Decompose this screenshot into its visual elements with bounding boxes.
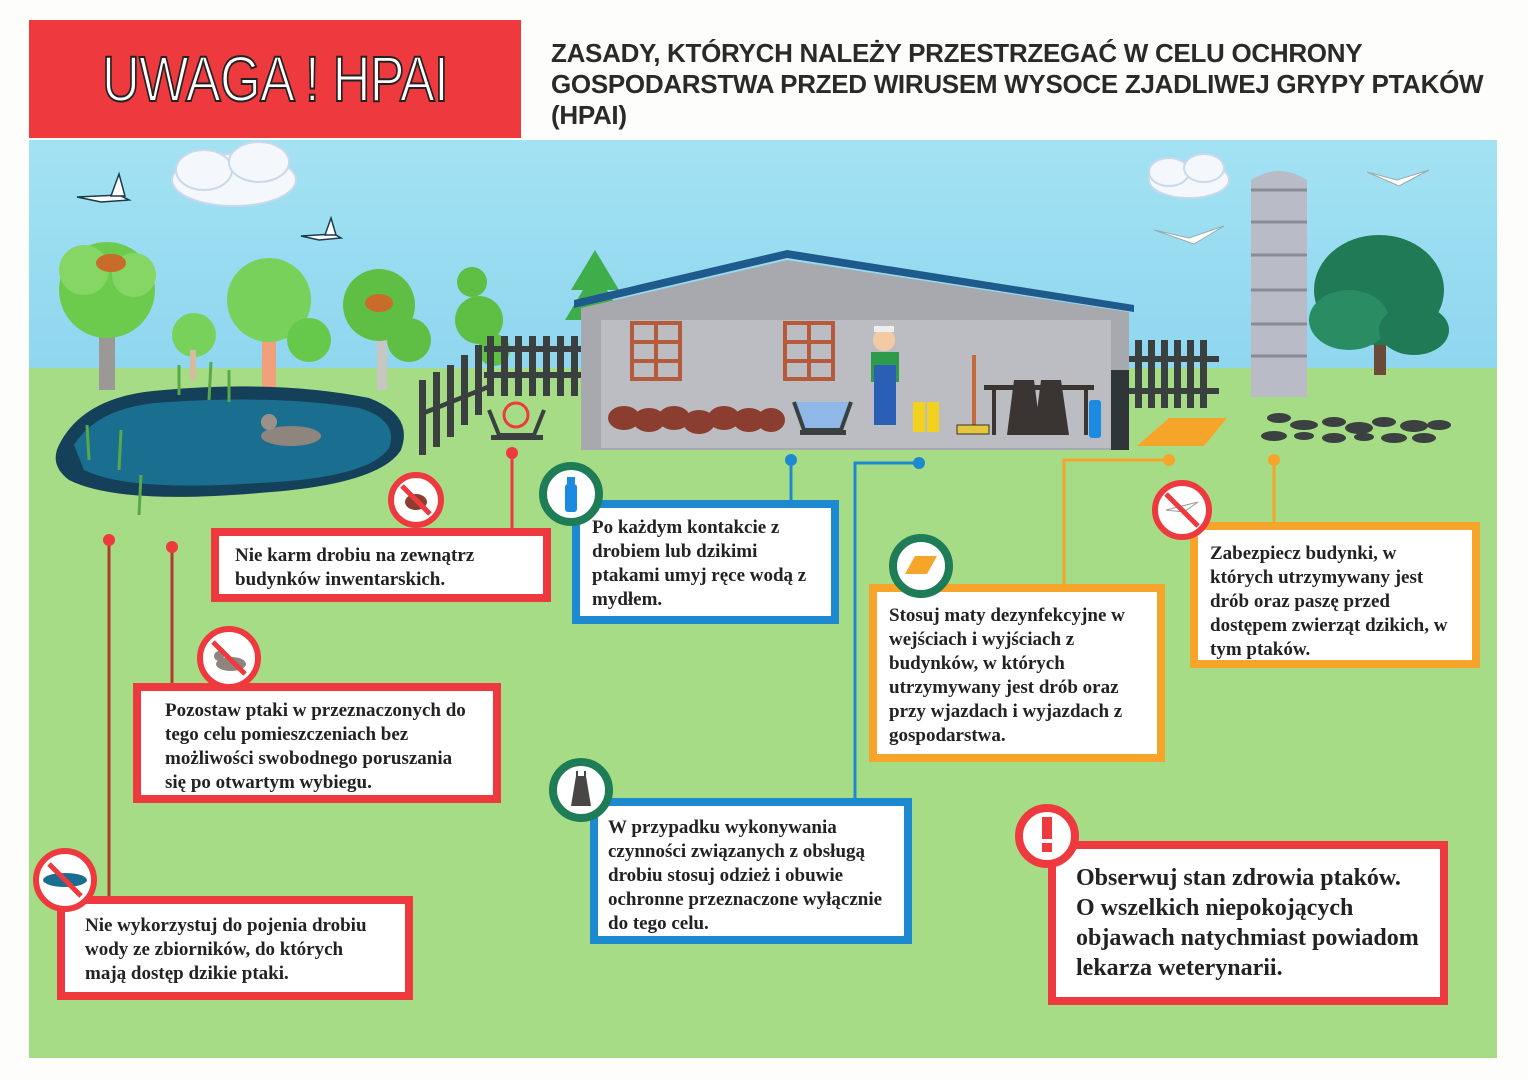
- rule-card-feed: [211, 528, 551, 602]
- title-banner: [29, 20, 521, 138]
- farmer-icon: [871, 326, 899, 425]
- cloud-icon: [1149, 154, 1229, 198]
- no-pond-water-icon: [33, 848, 97, 912]
- no-wild-bird-icon: [1152, 480, 1212, 540]
- page-title: UWAGA ! HPAI: [102, 43, 448, 115]
- rule-card-indoors: [133, 683, 501, 803]
- rule-text: Nie karm drobiu na zewnątrz budynków inwentarskich.: [235, 545, 475, 590]
- rule-text: Po każdym kontakcie z drobiem lub dzikimi ptakami umyj ręce wodą z mydłem.: [592, 517, 807, 610]
- rule-text: Obserwuj stan zdrowia ptaków. O wszelkich niepokojących objawach natychmiast powiadom lekarza weterynarii.: [1076, 865, 1419, 981]
- rule-card-wash: [572, 500, 839, 624]
- cloud-icon: [172, 142, 296, 206]
- farm-illustration: [29, 140, 1497, 1058]
- rule-text: Stosuj maty dezynfekcyjne w wejściach i wyjściach z budynków, w których utrzymywany jest drób oraz przy wjazdach i wyjazdach z gospodarstwa.: [889, 605, 1125, 746]
- rule-card-clothing: [590, 798, 912, 944]
- silo-icon: [1251, 171, 1307, 397]
- no-duck-icon: [197, 626, 261, 690]
- feeder-icon: [794, 402, 851, 435]
- spray-bottle-icon: [1089, 400, 1101, 438]
- page-subtitle: ZASADY, KTÓRYCH NALEŻY PRZESTRZEGAĆ W CELU OCHRONY GOSPODARSTWA PRZED WIRUSEM WYSOCE ZJADLIWEJ GRYPY PTAKÓW (HPAI): [551, 38, 1484, 130]
- rule-text: Nie wykorzystuj do pojenia drobiu wody ze zbiorników, do których mają dostęp dzikie ptaki.: [85, 915, 367, 984]
- rule-card-water: [57, 896, 413, 1000]
- rule-card-mats: [869, 584, 1165, 762]
- rule-text: W przypadku wykonywania czynności związanych z obsługą drobiu stosuj odzież i obuwie ochronne przeznaczone wyłącznie do tego celu.: [608, 817, 883, 934]
- disinfection-mat-icon: [889, 534, 953, 598]
- spray-bottle-icon: [539, 462, 603, 526]
- apron-icon: [549, 758, 613, 822]
- rule-text: Zabezpiecz budynki, w których utrzymywany jest drób oraz paszę przed dostępem zwierząt dzikich, w tym ptaków.: [1210, 543, 1448, 660]
- robin-bird: [96, 254, 126, 272]
- exclamation-icon: [1015, 804, 1079, 868]
- rule-card-observe: [1048, 841, 1448, 1005]
- no-chicken-icon: [388, 472, 444, 528]
- robin-bird: [365, 294, 393, 312]
- rule-card-secure: [1190, 522, 1480, 668]
- rule-text: Pozostaw ptaki w przeznaczonych do tego celu pomieszczeniach bez możliwości swobodnego poruszania się po otwartym wybiegu.: [165, 700, 466, 793]
